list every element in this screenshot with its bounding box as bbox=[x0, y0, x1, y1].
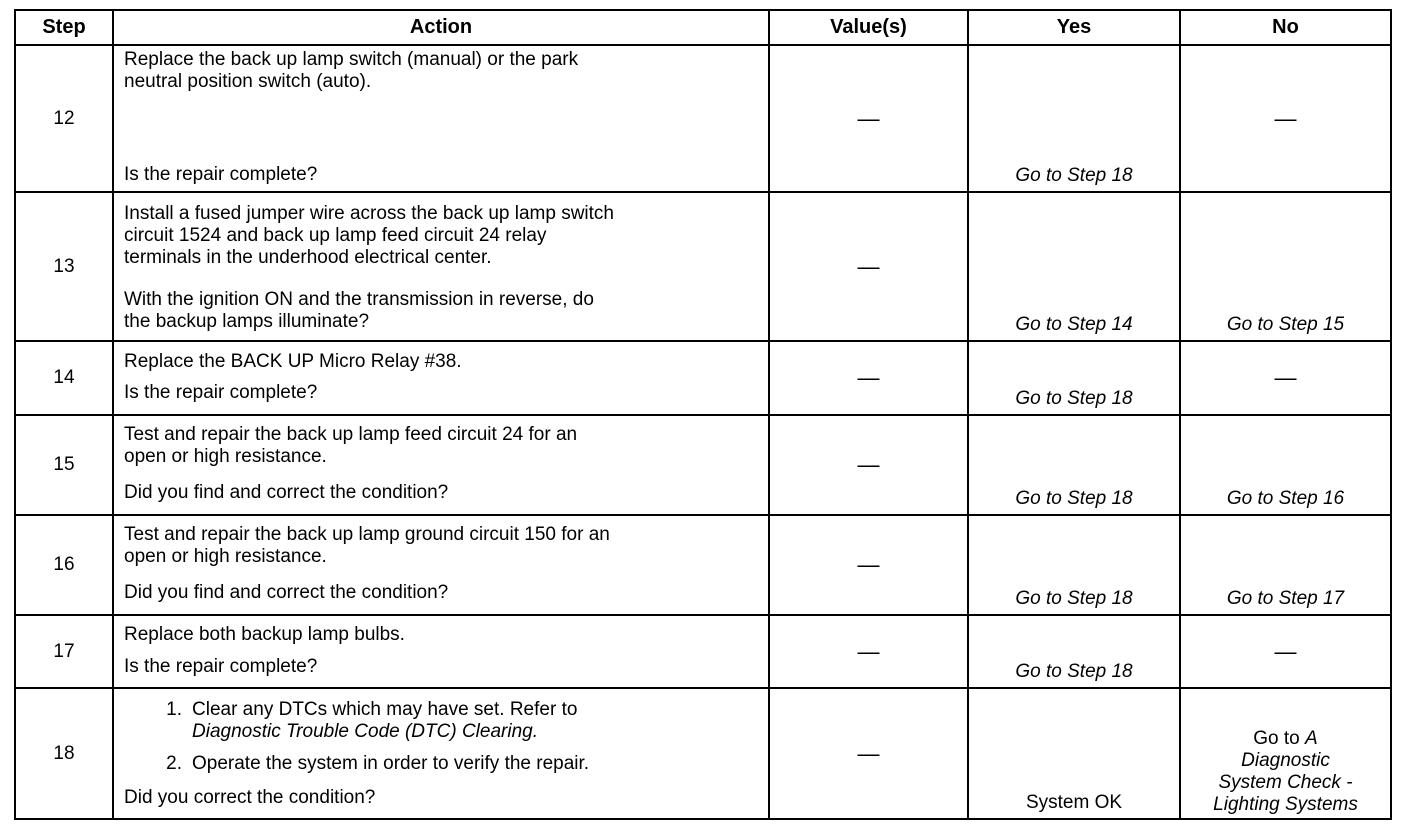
value-cell: — bbox=[769, 341, 968, 415]
action-line: Clear any DTCs which may have set. Refer to bbox=[192, 699, 578, 720]
action-question: Did you correct the condition? bbox=[124, 787, 376, 808]
no-cell bbox=[1180, 415, 1391, 515]
action-line: circuit 1524 and back up lamp feed circuit 24 relay bbox=[124, 225, 547, 246]
action-line: open or high resistance. bbox=[124, 446, 327, 467]
no-cell bbox=[1180, 192, 1391, 341]
table-row bbox=[15, 688, 1391, 819]
no-cell: — bbox=[1180, 341, 1391, 415]
yes-goto: Go to Step 18 bbox=[1015, 488, 1133, 509]
action-text bbox=[124, 49, 760, 93]
action-text: Replace both backup lamp bulbs. bbox=[124, 624, 405, 645]
action-line: With the ignition ON and the transmission in reverse, do bbox=[124, 289, 594, 310]
reference-link-text: Diagnostic Trouble Code (DTC) Clearing. bbox=[192, 721, 538, 742]
action-cell bbox=[113, 515, 769, 615]
action-question: Did you find and correct the condition? bbox=[124, 482, 449, 503]
yes-cell bbox=[968, 415, 1180, 515]
no-goto: Go to Step 17 bbox=[1226, 588, 1345, 609]
yes-goto: Go to Step 18 bbox=[1015, 388, 1133, 409]
action-question: Is the repair complete? bbox=[124, 656, 318, 677]
action-cell bbox=[113, 341, 769, 415]
yes-cell bbox=[968, 515, 1180, 615]
list-item bbox=[124, 699, 760, 743]
no-goto: Go to Step 15 bbox=[1226, 314, 1345, 335]
value-cell: — bbox=[769, 515, 968, 615]
table-row bbox=[15, 515, 1391, 615]
header-no: No bbox=[1180, 10, 1391, 45]
list-number: 1. bbox=[166, 699, 182, 720]
yes-cell bbox=[968, 341, 1180, 415]
yes-goto: Go to Step 18 bbox=[1015, 165, 1133, 186]
yes-result: System OK bbox=[1025, 792, 1123, 813]
header-step: Step bbox=[15, 10, 113, 45]
action-question bbox=[124, 289, 760, 333]
step-number: 13 bbox=[15, 192, 113, 341]
no-goto: Go to Step 16 bbox=[1226, 488, 1345, 509]
no-line-italic: System Check - bbox=[1218, 772, 1353, 793]
step-number: 18 bbox=[15, 688, 113, 819]
yes-goto: Go to Step 18 bbox=[1015, 661, 1133, 682]
yes-cell bbox=[968, 688, 1180, 819]
no-line-italic: Diagnostic bbox=[1241, 750, 1330, 771]
no-result bbox=[1181, 728, 1390, 816]
step-number: 17 bbox=[15, 615, 113, 688]
step-number: 14 bbox=[15, 341, 113, 415]
action-line: terminals in the underhood electrical center. bbox=[124, 247, 492, 268]
action-line: open or high resistance. bbox=[124, 546, 327, 567]
header-action: Action bbox=[113, 10, 769, 45]
list-text bbox=[192, 699, 760, 743]
no-line: Go to bbox=[1253, 728, 1306, 749]
list-number: 2. bbox=[166, 753, 182, 774]
header-yes: Yes bbox=[968, 10, 1180, 45]
yes-goto: Go to Step 18 bbox=[1015, 588, 1133, 609]
no-line-italic: A bbox=[1305, 728, 1318, 749]
action-line: Replace the back up lamp switch (manual) or the park bbox=[124, 49, 579, 70]
action-question: Is the repair complete? bbox=[124, 382, 318, 403]
action-cell bbox=[113, 615, 769, 688]
no-line-italic: Lighting Systems bbox=[1213, 794, 1358, 815]
value-cell: — bbox=[769, 415, 968, 515]
action-line: Install a fused jumper wire across the back up lamp switch bbox=[124, 203, 614, 224]
action-cell bbox=[113, 415, 769, 515]
action-line: Test and repair the back up lamp ground circuit 150 for an bbox=[124, 524, 610, 545]
value-cell: — bbox=[769, 192, 968, 341]
diagnostic-table bbox=[14, 9, 1392, 820]
step-number: 15 bbox=[15, 415, 113, 515]
table-row bbox=[15, 415, 1391, 515]
table-row bbox=[15, 45, 1391, 192]
action-line: Test and repair the back up lamp feed circuit 24 for an bbox=[124, 424, 578, 445]
action-cell bbox=[113, 45, 769, 192]
action-steps-list bbox=[124, 699, 760, 775]
table-row bbox=[15, 615, 1391, 688]
table-row bbox=[15, 192, 1391, 341]
action-text: Replace the BACK UP Micro Relay #38. bbox=[124, 351, 462, 372]
value-cell: — bbox=[769, 615, 968, 688]
no-cell: — bbox=[1180, 45, 1391, 192]
action-cell bbox=[113, 688, 769, 819]
table-row bbox=[15, 341, 1391, 415]
no-cell: — bbox=[1180, 615, 1391, 688]
step-number: 12 bbox=[15, 45, 113, 192]
yes-cell bbox=[968, 192, 1180, 341]
yes-goto: Go to Step 14 bbox=[1015, 314, 1133, 335]
action-question: Is the repair complete? bbox=[124, 164, 318, 185]
yes-cell bbox=[968, 615, 1180, 688]
action-text bbox=[124, 524, 760, 568]
value-cell: — bbox=[769, 45, 968, 192]
step-number: 16 bbox=[15, 515, 113, 615]
action-cell bbox=[113, 192, 769, 341]
list-item bbox=[124, 753, 760, 775]
action-text bbox=[124, 424, 760, 468]
action-line: neutral position switch (auto). bbox=[124, 71, 372, 92]
yes-cell bbox=[968, 45, 1180, 192]
no-cell bbox=[1180, 515, 1391, 615]
list-text: Operate the system in order to verify the repair. bbox=[192, 753, 590, 774]
action-text bbox=[124, 203, 760, 269]
action-line: the backup lamps illuminate? bbox=[124, 311, 370, 332]
header-row bbox=[15, 10, 1391, 45]
value-cell: — bbox=[769, 688, 968, 819]
no-cell bbox=[1180, 688, 1391, 819]
header-values: Value(s) bbox=[769, 10, 968, 45]
action-question: Did you find and correct the condition? bbox=[124, 582, 449, 603]
